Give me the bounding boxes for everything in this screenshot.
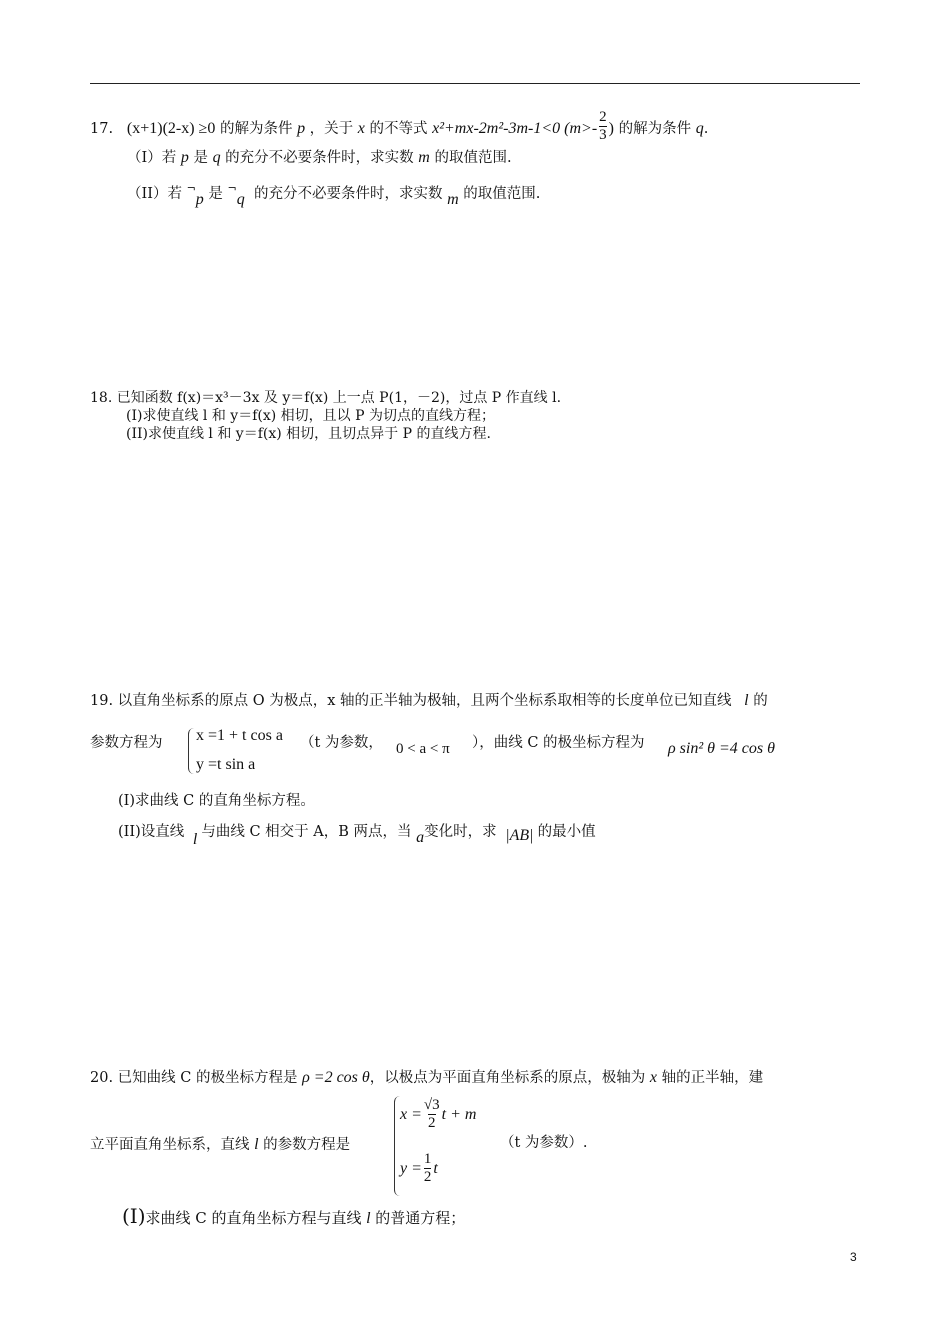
text: 求曲线 C 的直角坐标方程与直线 bbox=[145, 1209, 362, 1227]
math-expression: t + m bbox=[441, 1105, 477, 1123]
text: 变化时，求 bbox=[424, 824, 497, 840]
fraction-denominator: 2 bbox=[428, 1114, 436, 1131]
page-number: 3 bbox=[850, 1250, 857, 1264]
math-expression: (x+1)(2-x) ≥0 bbox=[126, 119, 216, 137]
math-var-x: x bbox=[357, 119, 365, 137]
part-label: (I) bbox=[122, 1204, 146, 1228]
text: 与曲线 C 相交于 A，B 两点，当 bbox=[201, 824, 412, 840]
math-expression: x²+mx-2m²-3m-1<0 (m>- bbox=[432, 119, 598, 137]
system-brace bbox=[188, 728, 195, 774]
problem-19-statement bbox=[90, 691, 768, 710]
text: 的普通方程； bbox=[375, 1209, 466, 1227]
problem-18-part-1: (I)求使直线 l 和 y＝f(x) 相切，且以 P 为切点的直线方程； bbox=[126, 408, 495, 424]
fraction bbox=[424, 1152, 432, 1186]
negation-symbol: ¬ bbox=[186, 182, 196, 195]
text: . bbox=[703, 120, 709, 137]
math-var-m: m bbox=[418, 149, 430, 166]
math-var-l: l bbox=[254, 1136, 259, 1153]
problem-number: 17. bbox=[90, 120, 114, 137]
header-rule bbox=[90, 83, 860, 84]
problem-19-curve-text: ），曲线 C 的极坐标方程为 bbox=[472, 735, 645, 751]
text: 的参数方程是 bbox=[263, 1137, 351, 1153]
fraction-denominator: 2 bbox=[423, 1168, 432, 1185]
text: 的取值范围. bbox=[434, 150, 512, 166]
problem-20-line2 bbox=[90, 1135, 350, 1154]
problem-18-statement: 18. 已知函数 f(x)＝x³－3x 及 y＝f(x) 上一点 P(1，－2)，过点 P 作直线 l. bbox=[90, 390, 562, 406]
param-equation-x bbox=[400, 1098, 476, 1132]
fraction-denominator: 3 bbox=[599, 126, 607, 143]
text: 20. 已知曲线 C 的极坐标方程是 bbox=[90, 1070, 298, 1086]
math-var-m: m bbox=[447, 190, 459, 208]
problem-19-param-label: 参数方程为 bbox=[90, 735, 163, 751]
negation-symbol: ¬ bbox=[227, 182, 237, 195]
text: 的充分不必要条件时，求实数 bbox=[225, 150, 414, 166]
fraction bbox=[599, 110, 607, 144]
text: 的不等式 bbox=[369, 120, 428, 137]
text: 的取值范围. bbox=[463, 185, 541, 202]
text: ，关于 bbox=[309, 120, 354, 137]
fraction-numerator: 1 bbox=[423, 1151, 432, 1167]
problem-20-part-1 bbox=[122, 1204, 465, 1228]
angle-range: 0 < a < π bbox=[396, 741, 450, 757]
math-expression: y = bbox=[400, 1159, 422, 1177]
math-var-p: p bbox=[195, 190, 204, 208]
math-var-x: x bbox=[649, 1069, 657, 1086]
param-equation-y: y =t sin a bbox=[196, 756, 256, 773]
text: 19. 以直角坐标系的原点 O 为极点，x 轴的正半轴为极轴，且两个坐标系取相等的长度单位已知直线 bbox=[90, 693, 732, 709]
text: 是 bbox=[193, 150, 208, 166]
problem-18-part-2: (II)求使直线 l 和 y＝f(x) 相切，且切点异于 P 的直线方程. bbox=[126, 426, 491, 442]
text: 是 bbox=[208, 185, 223, 202]
fraction-numerator: √3 bbox=[423, 1097, 440, 1113]
math-var-q: q bbox=[212, 149, 221, 166]
problem-19-part-2 bbox=[118, 822, 596, 848]
problem-17-part-1 bbox=[127, 148, 512, 167]
polar-equation: ρ sin² θ =4 cos θ bbox=[668, 740, 775, 757]
text: 立平面直角坐标系，直线 bbox=[90, 1137, 250, 1153]
problem-17-part-2 bbox=[127, 182, 541, 208]
text: ，以极点为平面直角坐标系的原点，极轴为 bbox=[369, 1070, 646, 1086]
text: 的充分不必要条件时，求实数 bbox=[253, 185, 443, 202]
math-var-l: l bbox=[192, 831, 198, 848]
math-expression: x = bbox=[400, 1105, 422, 1123]
problem-19-param-text bbox=[300, 735, 383, 752]
fraction bbox=[424, 1098, 440, 1132]
math-var-l: l bbox=[366, 1210, 371, 1227]
text: （t 为参数， bbox=[300, 735, 383, 751]
math-var-q: q bbox=[695, 119, 704, 137]
text: （I）若 bbox=[127, 150, 177, 166]
text: 的 bbox=[753, 693, 768, 709]
problem-20-statement bbox=[90, 1068, 763, 1087]
math-expression: t bbox=[433, 1159, 438, 1177]
math-expression: ) bbox=[608, 119, 614, 137]
param-equation-y bbox=[400, 1152, 438, 1186]
math-var-p: p bbox=[180, 149, 189, 166]
fraction-numerator: 2 bbox=[599, 109, 607, 125]
problem-19-part-1: (I)求曲线 C 的直角坐标方程。 bbox=[118, 793, 315, 809]
text: 轴的正半轴，建 bbox=[661, 1070, 764, 1086]
text: 的最小值 bbox=[537, 824, 596, 840]
problem-20-param-note: （t 为参数）. bbox=[500, 1135, 588, 1151]
math-var-l: l bbox=[744, 692, 749, 709]
math-abs-ab: |AB| bbox=[505, 827, 534, 844]
polar-equation: ρ =2 cos θ bbox=[302, 1069, 370, 1086]
text: 的解为条件 bbox=[618, 120, 692, 137]
param-equation-x: x =1 + t cos a bbox=[196, 727, 283, 744]
problem-17-statement bbox=[90, 109, 709, 146]
text: （II）若 bbox=[127, 185, 182, 202]
text: (II)设直线 bbox=[118, 824, 185, 840]
math-var-a: a bbox=[416, 829, 425, 846]
text: 的解为条件 bbox=[219, 120, 293, 137]
math-var-q: q bbox=[236, 190, 245, 208]
math-var-p: p bbox=[297, 119, 306, 137]
